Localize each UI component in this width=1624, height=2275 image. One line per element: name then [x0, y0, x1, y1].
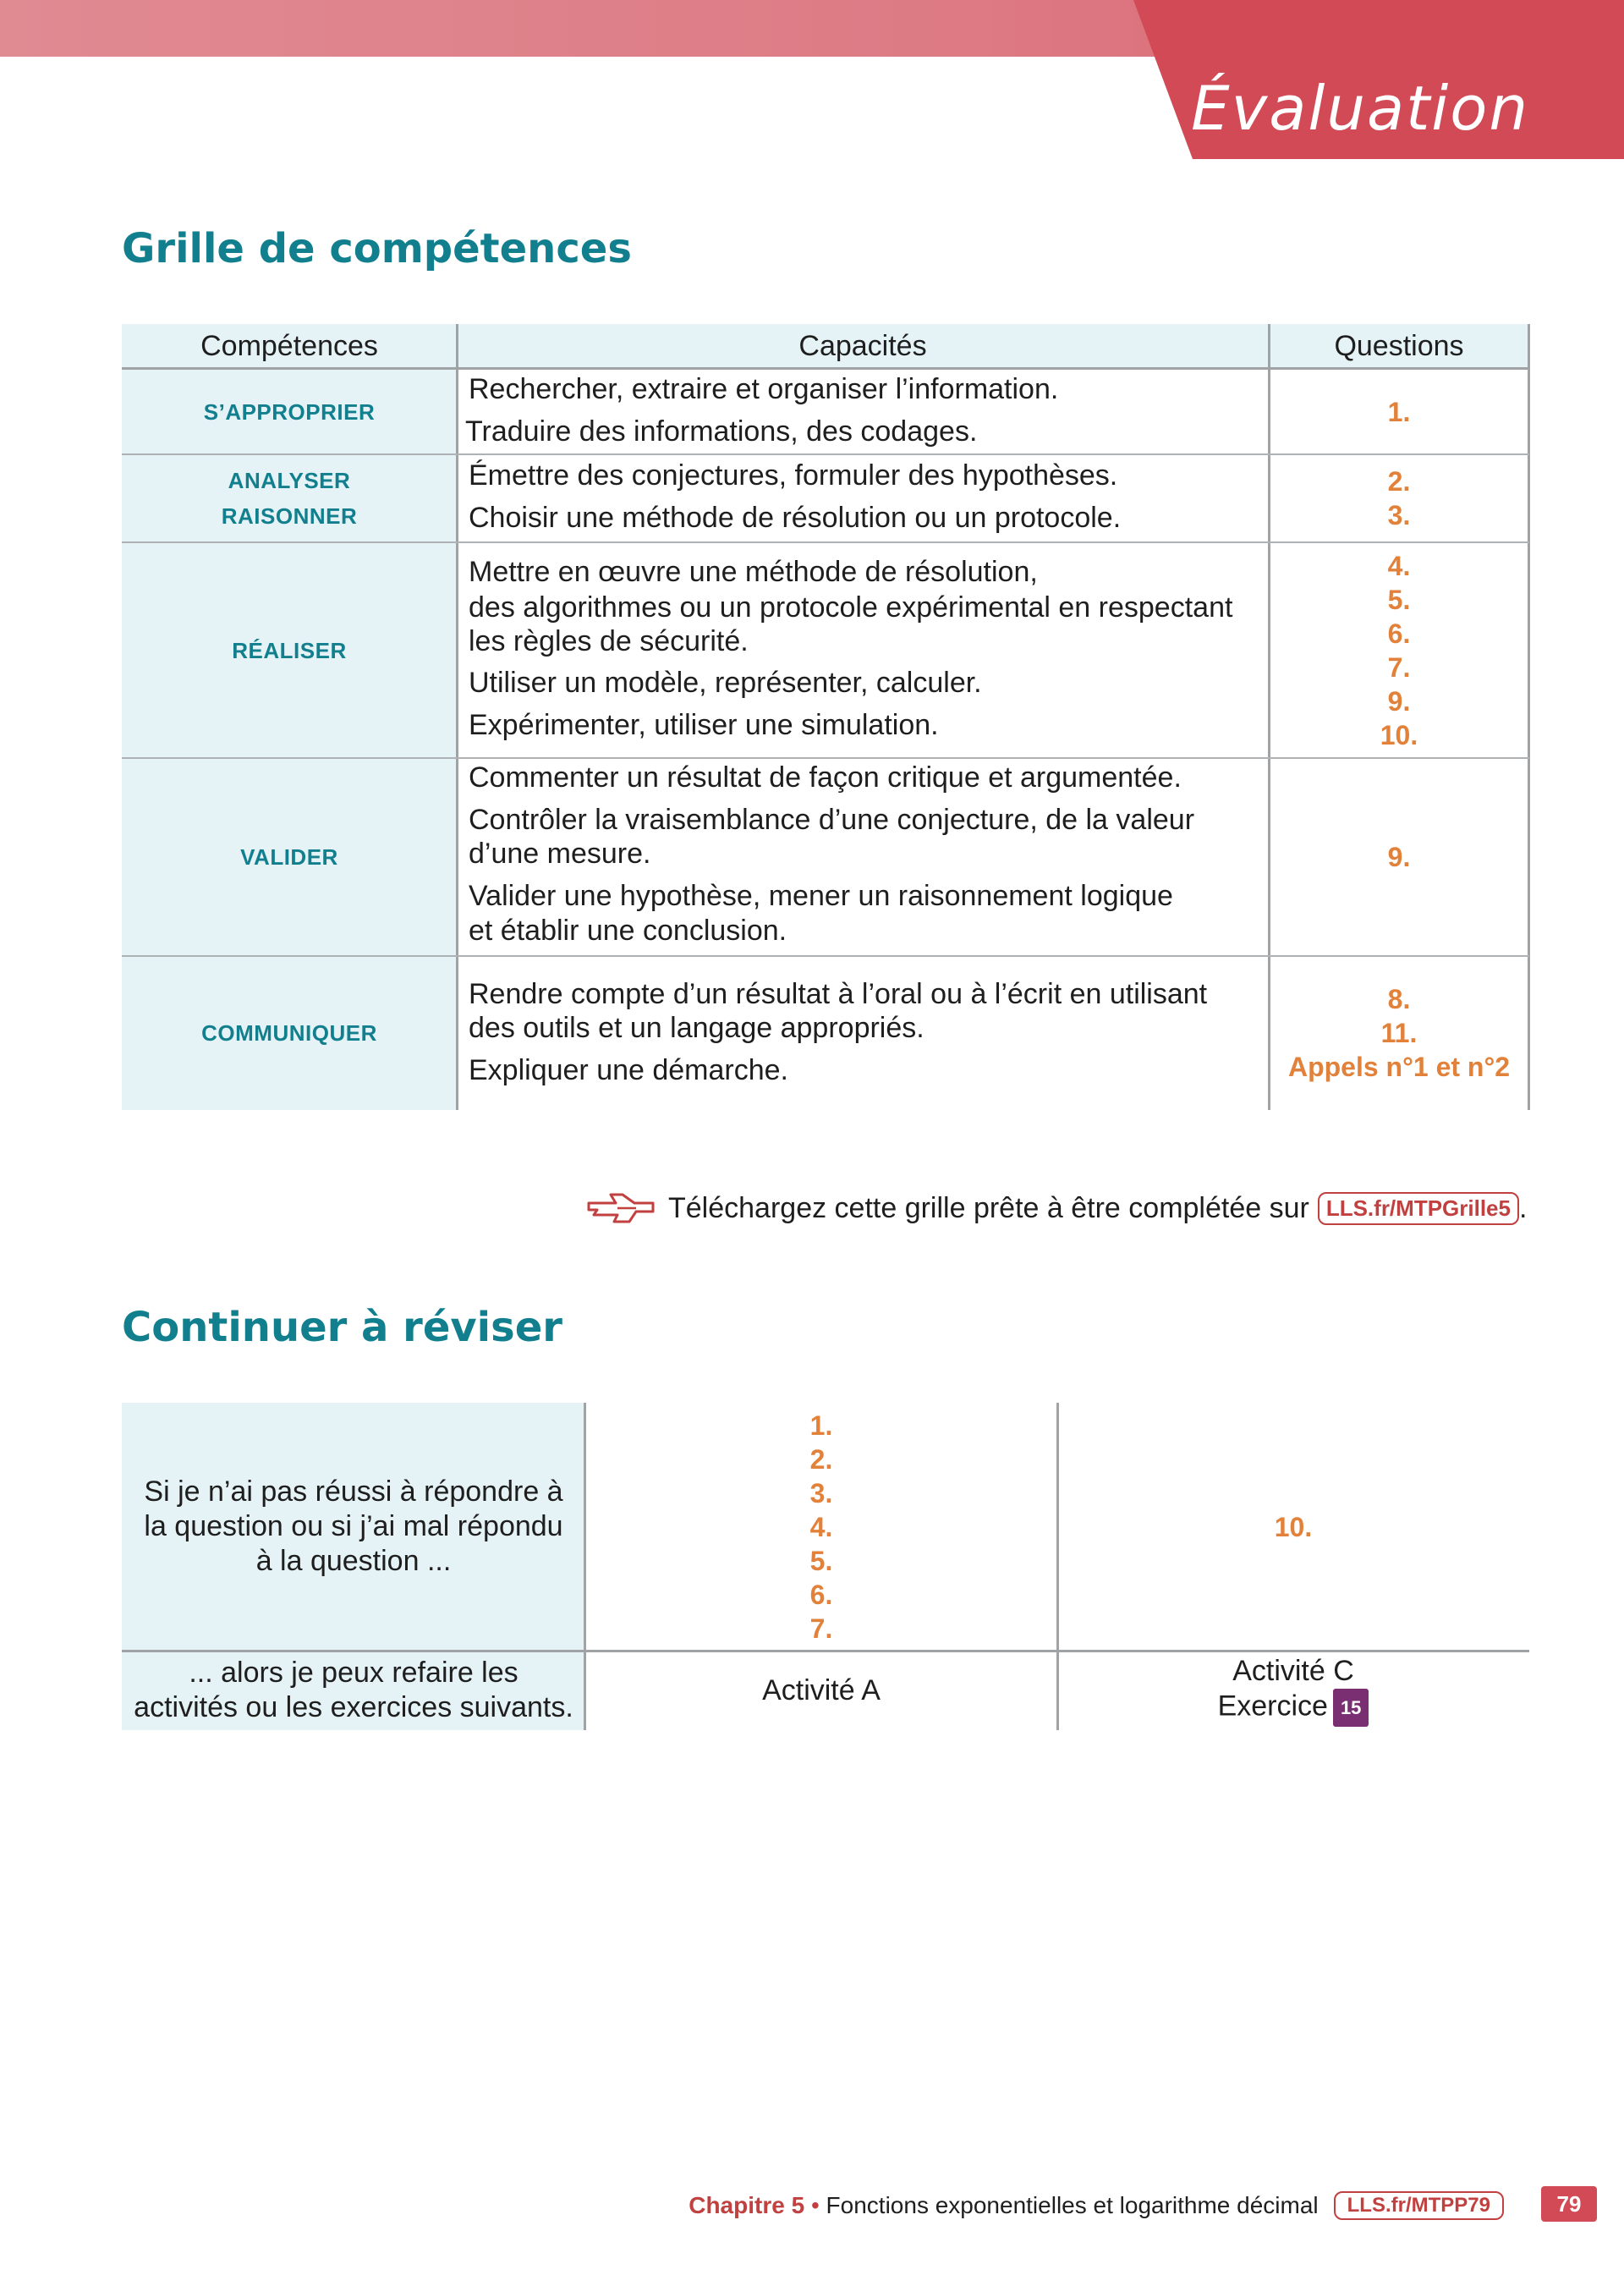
pointing-hand-icon: [585, 1190, 656, 1227]
capacites-realiser: Mettre en œuvre une méthode de résolution, des algorithmes ou un protocole expérimental en respectant les règles de sécurité. Utiliser un modèle, représenter, calculer. Expérimenter, utiliser une simulation.: [469, 556, 1233, 741]
reviser-refaire-label: ... alors je peux refaire les activités ou les exercices suivants.: [122, 1651, 585, 1730]
questions-communiquer: 8. 11. Appels n°1 et n°2: [1287, 984, 1511, 1082]
reviser-activities-col1: Activité A: [762, 1673, 881, 1706]
reviser-questions-col1: 1. 2. 3. 4. 5. 6. 7.: [809, 1410, 833, 1644]
table-divider: [122, 453, 1529, 455]
competence-valider: VALIDER: [122, 758, 457, 956]
header-questions: Questions: [1269, 324, 1529, 370]
competence-communiquer: COMMUNIQUER: [122, 956, 457, 1110]
table-divider: [122, 955, 1529, 957]
exercise-number-badge[interactable]: 15: [1333, 1689, 1369, 1727]
questions-analyser-raisonner: 2. 3.: [1387, 466, 1411, 530]
questions-sapproprier: 1.: [1387, 397, 1411, 427]
reviser-activities-col2: Activité C Exercice 15: [1057, 1651, 1529, 1730]
table-divider: [1528, 324, 1530, 1110]
competence-analyser-raisonner: ANALYSER RAISONNER: [122, 454, 457, 542]
section-title-reviser: Continuer à réviser: [122, 1304, 562, 1351]
table-divider: [122, 757, 1529, 759]
capacites-sapproprier: Rechercher, extraire et organiser l’information. Traduire des informations, des codages.: [465, 373, 1059, 448]
table-divider: [1056, 1403, 1059, 1730]
grille-download-link[interactable]: LLS.fr/MTPGrille5: [1318, 1192, 1519, 1225]
header-competences: Compétences: [122, 324, 457, 370]
capacites-valider: Commenter un résultat de façon critique et argumentée. Contrôler la vraisemblance d’une conjecture, de la valeur d’une mesure. Valider une hypothèse, mener un raisonnement logique et établir une conclusion.: [469, 761, 1195, 947]
table-divider: [122, 541, 1529, 543]
capacites-analyser-raisonner: Émettre des conjectures, formuler des hypothèses. Choisir une méthode de résolution ou un protocole.: [469, 459, 1122, 534]
reviser-question-label: Si je n’ai pas réussi à répondre à la question ou si j’ai mal répondu à la question ...: [122, 1403, 585, 1651]
download-line: Téléchargez cette grille prête à être complétée sur LLS.fr/MTPGrille5 .: [585, 1183, 1527, 1234]
competence-sapproprier: S’APPROPRIER: [122, 370, 457, 454]
table-divider: [1268, 324, 1270, 1110]
questions-valider: 9.: [1387, 842, 1411, 872]
table-divider: [122, 1650, 1529, 1652]
table-divider: [584, 1403, 586, 1730]
reviser-questions-col2: 10.: [1274, 1511, 1313, 1542]
page-link[interactable]: LLS.fr/MTPP79: [1334, 2191, 1504, 2220]
section-title-grille: Grille de compétences: [122, 225, 632, 272]
table-divider: [456, 324, 458, 1110]
competence-realiser: RÉALISER: [122, 542, 457, 758]
questions-realiser: 4. 5. 6. 7. 9. 10.: [1380, 550, 1418, 750]
capacites-communiquer: Rendre compte d’un résultat à l’oral ou à l’écrit en utilisant des outils et un langage appropriés. Expliquer une démarche.: [469, 978, 1208, 1086]
page-number: 79: [1541, 2186, 1597, 2222]
evaluation-title: Évaluation: [1191, 73, 1529, 144]
footer: Chapitre 5 • Fonctions exponentielles et logarithme décimal LLS.fr/MTPP79: [689, 2189, 1504, 2223]
header-capacites: Capacités: [457, 324, 1269, 370]
